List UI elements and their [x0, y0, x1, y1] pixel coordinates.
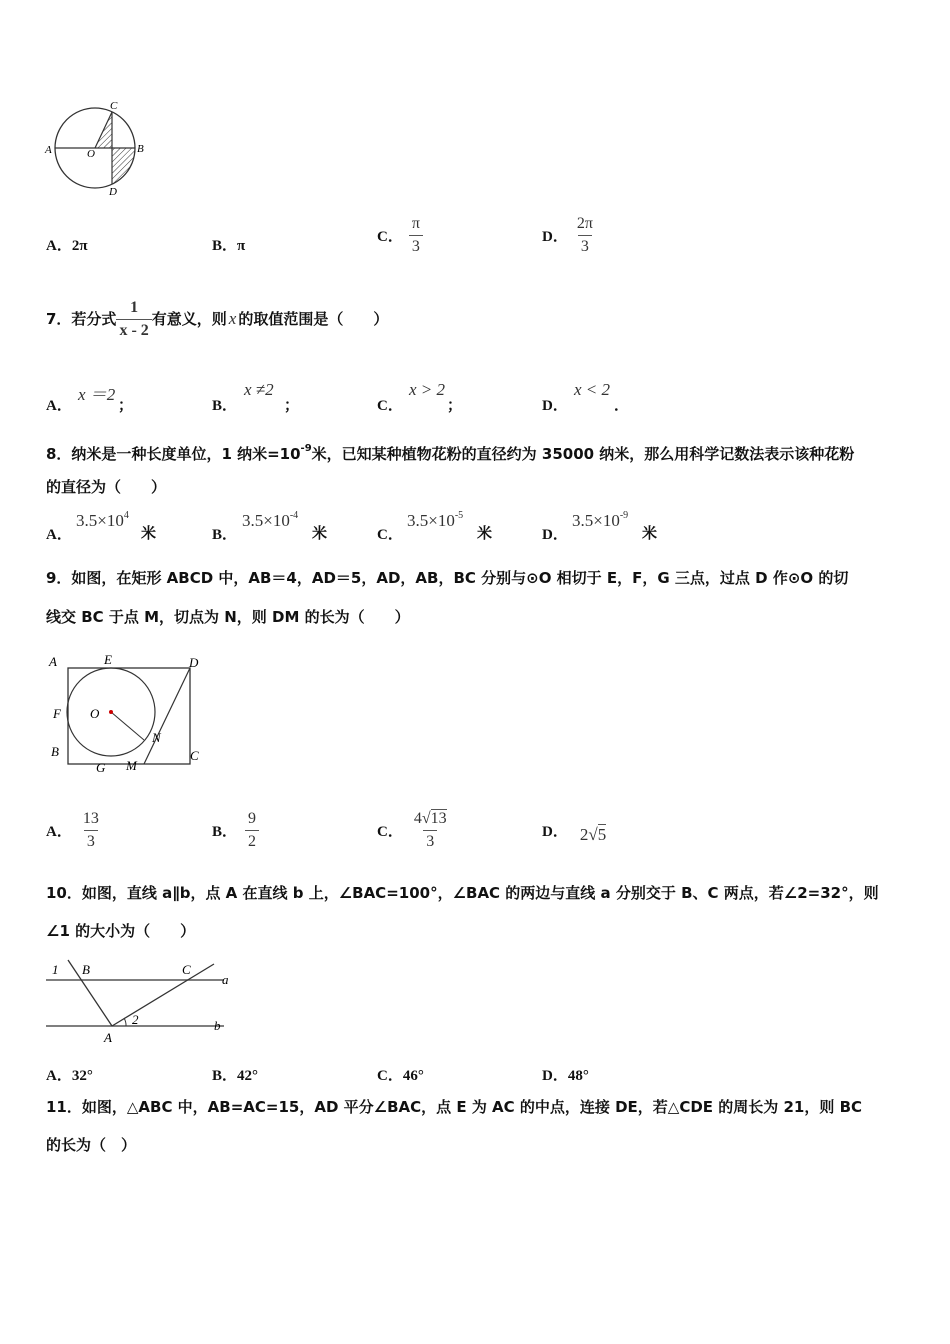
fraction: $\frac{2\pi}{3}$	[576, 214, 593, 255]
fraction: $\frac{4√13}{3}$	[413, 809, 447, 850]
fraction: $\frac{1}{x - 2}$	[116, 298, 151, 341]
tangent-dm	[144, 668, 190, 764]
q6-option-b[interactable]	[212, 234, 245, 255]
svg-text:b: b	[214, 1018, 221, 1033]
svg-text:M: M	[126, 758, 137, 773]
q7-option-b[interactable]: B． x ≠2 ；	[212, 380, 300, 414]
fraction: $\frac{13}{3}$	[82, 809, 99, 850]
q9-option-d[interactable]: D． 2√5	[542, 823, 607, 844]
svg-text:B: B	[82, 962, 90, 977]
q9-option-a[interactable]: A． $\frac{13}{3}$	[46, 806, 102, 854]
option-letter: D．	[542, 228, 568, 245]
ray-ab	[68, 960, 112, 1026]
fraction: $\frac{9}{2}$	[245, 809, 259, 852]
ray-ac	[112, 964, 214, 1026]
q7-option-d[interactable]: D． x < 2 ．	[542, 380, 630, 414]
q10-figure	[44, 954, 236, 1046]
q8-option-d[interactable]: D． $3.5\times 10^{-9}$ 米	[542, 510, 658, 543]
svg-text:C: C	[190, 748, 199, 763]
q6-figure	[40, 98, 160, 202]
radical: 2√5	[579, 825, 607, 844]
q11-stem-line1: 11．如图，△ABC 中，AB=AC=15，AD 平分∠BAC，点 E 为 AC 的中点，连接 DE，若△CDE 的周长为 21，则 BC	[46, 1098, 863, 1116]
svg-text:G: G	[96, 760, 106, 775]
label-a: A	[45, 144, 52, 156]
label-o: O	[87, 148, 95, 160]
svg-text:O: O	[90, 706, 100, 721]
center-point	[109, 710, 113, 714]
svg-text:a: a	[222, 972, 229, 987]
q8-stem-line1: 8．纳米是一种长度单位，1 纳米$=10^{-9}$米，已知某种植物花粉的直径约为 35000 纳米，那么用科学记数法表示该种花粉	[46, 443, 855, 463]
svg-text:C: C	[182, 962, 191, 977]
q8-option-b[interactable]: B． $3.5\times 10^{-4}$ 米	[212, 510, 328, 543]
svg-text:N: N	[152, 730, 161, 745]
option-letter: B．	[212, 238, 238, 254]
option-value: π	[237, 238, 246, 254]
option-letter: A．	[46, 238, 72, 254]
q10-stem-line1: 10．如图，直线 a∥b，点 A 在直线 b 上，∠BAC=100°，∠BAC 的两边与直线 a 分别交于 B、C 两点，若∠2=32°，则	[46, 884, 879, 902]
label-b: B	[137, 143, 144, 155]
segment-on	[111, 712, 144, 740]
angle-2-arc	[124, 1018, 126, 1026]
q8-option-c[interactable]: C． $3.5\times 10^{-5}$ 米	[377, 510, 493, 543]
q8-stem-line2: 的直径为（ ）	[46, 478, 167, 496]
svg-text:F: F	[53, 706, 61, 721]
q10-option-b[interactable]: B．42°	[212, 1068, 259, 1084]
q10-option-c[interactable]: C．46°	[377, 1068, 424, 1084]
q10-stem-line2: ∠1 的大小为（ ）	[46, 922, 196, 940]
q7-option-c[interactable]: C． x > 2 ；	[377, 380, 463, 414]
svg-text:D: D	[189, 655, 199, 670]
q10-option-a[interactable]: A．32°	[46, 1068, 93, 1084]
rectangle-abcd	[68, 668, 190, 764]
svg-text:2: 2	[132, 1012, 139, 1027]
q7-stem: 7．若分式 $\frac{1}{x - 2}$ 有意义，则 x 的取值范围是（ ）	[46, 298, 389, 339]
option-value: 2π	[71, 238, 88, 254]
q7-option-a[interactable]: A． x ＝2 ；	[46, 385, 134, 414]
svg-text:A: A	[104, 1030, 112, 1045]
q6-option-d[interactable]	[542, 212, 596, 258]
label-c: C	[110, 100, 118, 112]
q6-option-c[interactable]	[377, 212, 423, 258]
svg-text:B: B	[51, 744, 59, 759]
q9-figure	[44, 648, 214, 778]
fraction: $\frac{\pi}{3}$	[409, 214, 423, 257]
q9-stem-line2: 线交 BC 于点 M，切点为 N，则 DM 的长为（ ）	[46, 608, 410, 626]
shaded-region-lower	[112, 148, 135, 184]
svg-text:E: E	[104, 652, 112, 667]
q10-option-d[interactable]: D．48°	[542, 1068, 589, 1084]
q11-stem-line2: 的长为（ ）	[46, 1136, 137, 1154]
q9-stem-line1: 9．如图，在矩形 ABCD 中，AB＝4，AD＝5，AD，AB，BC 分别与⊙O 相切于 E，F，G 三点，过点 D 作⊙O 的切	[46, 569, 849, 587]
q6-option-a[interactable]	[46, 234, 88, 255]
q9-option-c[interactable]: C． $\frac{4√13}{3}$	[377, 806, 450, 854]
svg-text:A: A	[49, 654, 57, 669]
option-letter: C．	[377, 228, 403, 245]
q8-option-a[interactable]: A． $3.5\times 10^4$ 米	[46, 510, 157, 543]
label-d: D	[109, 186, 117, 198]
svg-text:1: 1	[52, 962, 59, 977]
q9-option-b[interactable]: B． $\frac{9}{2}$	[212, 806, 259, 854]
